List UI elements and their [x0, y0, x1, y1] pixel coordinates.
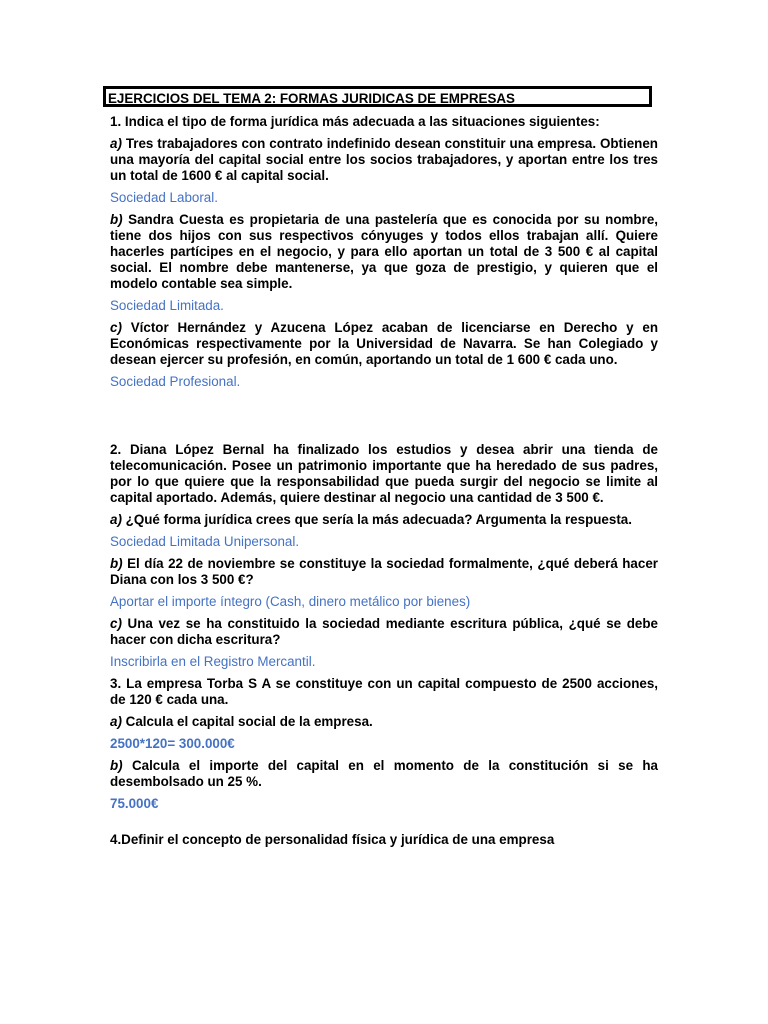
- exercise-2c-answer-main: Inscribirla en el Registro Mercantil: [110, 654, 312, 669]
- exercise-3b: [110, 758, 658, 790]
- exercise-1-intro: 1. Indica el tipo de forma jurídica más adecuada a las situaciones siguientes:: [110, 114, 600, 129]
- exercise-1a-text: Tres trabajadores con contrato indefinido desean constituir una empresa. Obtienen una mayoría del capital social entre los socios trabajadores, y aportan entre los tres un total de 1600 € al capital social.: [110, 136, 658, 183]
- exercise-4-intro: 4.Definir el concepto de personalidad física y jurídica de una empresa: [110, 832, 555, 847]
- exercise-3b-text: Calcula el importe del capital en el momento de la constitución si se ha desembolsado un 25 %.: [110, 758, 658, 789]
- exercise-2c-label: c): [110, 616, 122, 631]
- exercise-2c-answer: [110, 654, 658, 670]
- exercise-2-intro: 2. Diana López Bernal ha finalizado los estudios y desea abrir una tienda de telecomunicación. Posee un patrimonio importante que ha heredado de sus padres, por lo que quiere que la responsabilidad que pueda surgir del negocio se limite al capital aportado. Además, quiere destinar al negocio una cantidad de 3 500 €.: [110, 442, 658, 505]
- exercise-1b-label: b): [110, 212, 123, 227]
- exercise-2a: [110, 512, 658, 528]
- exercise-1a: [110, 136, 658, 184]
- exercise-2b-answer: Aportar el importe íntegro (Cash, dinero metálico por bienes): [110, 594, 471, 609]
- exercise-1a-label: a): [110, 136, 122, 151]
- exercise-2a-text: ¿Qué forma jurídica crees que sería la más adecuada? Argumenta la respuesta.: [121, 512, 632, 527]
- document-page: [110, 86, 658, 854]
- exercise-3a: [110, 714, 658, 730]
- exercise-1c-label: c): [110, 320, 122, 335]
- exercise-3a-answer: 2500*120= 300.000€: [110, 736, 235, 751]
- exercise-3b-answer: 75.000€: [110, 796, 159, 811]
- exercise-2b-text: El día 22 de noviembre se constituye la sociedad formalmente, ¿qué deberá hacer Diana con los 3 500 €?: [110, 556, 658, 587]
- exercise-1b-answer: Sociedad Limitada.: [110, 298, 224, 313]
- spacer: [110, 396, 658, 442]
- exercise-1c-text: Víctor Hernández y Azucena López acaban de licenciarse en Derecho y en Económicas respectivamente por la Universidad de Navarra. Se han Colegiado y desean ejercer su profesión, en común, aportando un total de 1 600 € cada uno.: [110, 320, 658, 367]
- exercise-2c-answer-period: .: [311, 654, 316, 669]
- spacer: [110, 818, 658, 832]
- exercise-1c: [110, 320, 658, 368]
- exercise-2b: [110, 556, 658, 588]
- exercise-1b-text: Sandra Cuesta es propietaria de una pastelería que es conocida por su nombre, tiene dos hijos con sus respectivos cónyuges y todos ellos trabajan allí. Quiere hacerles partícipes en el negocio, y para ello aportan un total de 3 500 € al capital social. El nombre debe mantenerse, ya que goza de prestigio, y quieren que el modelo contable sea simple.: [110, 212, 658, 291]
- exercise-3a-label: a): [110, 714, 122, 729]
- exercise-2a-answer: Sociedad Limitada Unipersonal.: [110, 534, 300, 549]
- exercise-2a-label: a): [110, 512, 122, 527]
- document-title: EJERCICIOS DEL TEMA 2: FORMAS JURIDICAS DE EMPRESAS: [103, 86, 652, 107]
- exercise-1c-answer: Sociedad Profesional.: [110, 374, 241, 389]
- exercise-2b-label: b): [110, 556, 123, 571]
- exercise-3a-text: Calcula el capital social de la empresa.: [121, 714, 373, 729]
- exercise-2c: [110, 616, 658, 648]
- exercise-3b-label: b): [110, 758, 123, 773]
- exercise-1b: [110, 212, 658, 292]
- exercise-2c-text: Una vez se ha constituido la sociedad mediante escritura pública, ¿qué se debe hacer con dicha escritura?: [110, 616, 658, 647]
- exercise-1a-answer: Sociedad Laboral.: [110, 190, 218, 205]
- exercise-3-intro: 3. La empresa Torba S A se constituye con un capital compuesto de 2500 acciones, de 120 € cada una.: [110, 676, 658, 707]
